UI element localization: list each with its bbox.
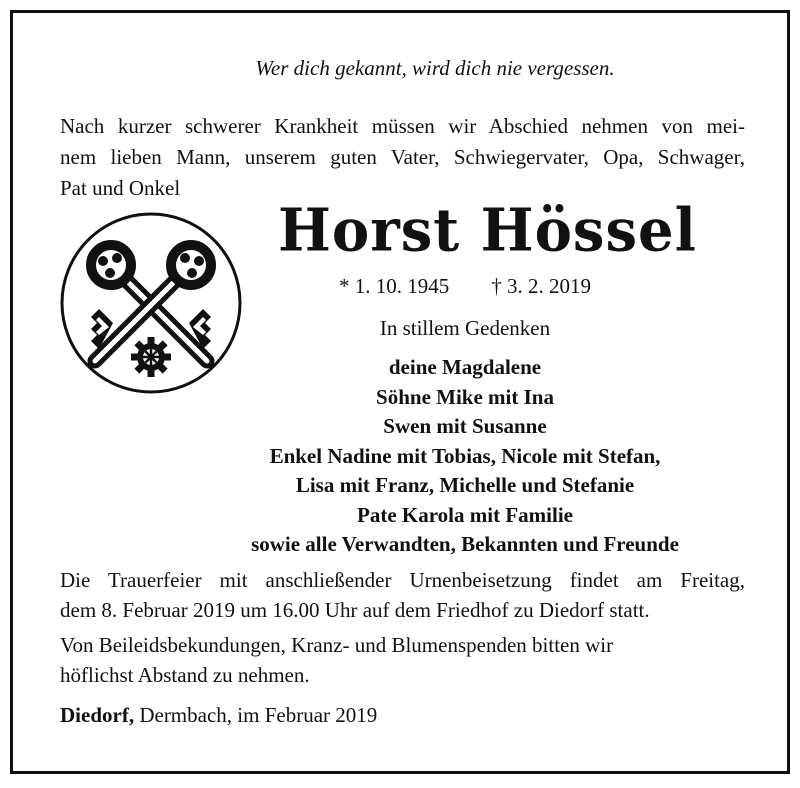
funeral-line: Die Trauerfeier mit anschließender Urnenbeisetzung findet am Freitag,: [60, 568, 745, 592]
funeral-line: dem 8. Februar 2019 um 16.00 Uhr auf dem Friedhof zu Diedorf statt.: [60, 598, 650, 622]
mourner-line: deine Magdalene: [388, 355, 542, 379]
mourner-line: Pate Karola mit Familie: [357, 502, 573, 527]
life-dates: [0, 274, 800, 299]
mourner-line: Lisa mit Franz, Michelle und Stefanie: [295, 473, 635, 497]
intro-line: nem lieben Mann, unserem guten Vater, Schwiegervater, Opa, Schwager,: [60, 145, 745, 169]
town-name: Diedorf,: [60, 703, 135, 727]
mourner-line: Swen mit Susanne: [383, 414, 547, 438]
place-date-rest: Dermbach, im Februar 2019: [134, 703, 378, 727]
in-memory-label: In stillem Gedenken: [379, 316, 551, 340]
place-date: [60, 703, 377, 728]
funeral-info: [60, 565, 745, 625]
death-date: † 3. 2. 2019: [491, 274, 591, 298]
condolence-line: höflichst Abstand zu nehmen.: [60, 663, 310, 687]
mourner-line: Söhne Mike mit Ina: [376, 384, 554, 409]
motto: Wer dich gekannt, wird dich nie vergessen.: [255, 56, 615, 80]
mourner-line: sowie alle Verwandten, Bekannten und Freunde: [251, 532, 679, 556]
deceased-name: Horst Hössel: [278, 196, 697, 266]
condolence-line: Von Beileidsbekundungen, Kranz- und Blumenspenden bitten wir: [60, 633, 614, 657]
intro-text: [60, 111, 745, 204]
intro-line: Nach kurzer schwerer Krankheit müssen wir Abschied nehmen von mei-: [60, 114, 745, 138]
mourner-line: Enkel Nadine mit Tobias, Nicole mit Stefan,: [269, 443, 661, 468]
condolence-note: [60, 630, 745, 690]
intro-line: Pat und Onkel: [60, 176, 181, 200]
birth-date: * 1. 10. 1945: [339, 274, 450, 298]
mourners-list: [190, 353, 740, 560]
